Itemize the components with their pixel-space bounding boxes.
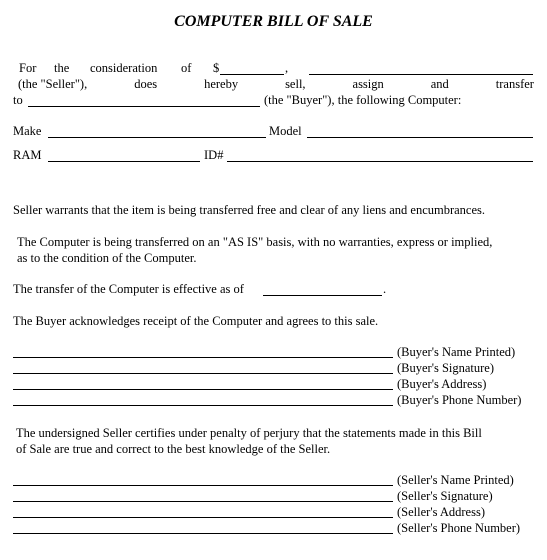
seller-signature-line[interactable]: [13, 517, 393, 518]
intro-to: to: [13, 93, 23, 107]
buyer-line-label: (Buyer's Signature): [397, 361, 495, 375]
seller-line-label: (Seller's Signature): [397, 489, 493, 503]
buyer-line-label: (Buyer's Address): [397, 377, 487, 391]
buyer-name-blank[interactable]: [28, 106, 260, 107]
document-title: COMPUTER BILL OF SALE: [174, 13, 373, 30]
seller-name-blank[interactable]: [309, 74, 533, 75]
effective-prefix: The transfer of the Computer is effective as of: [13, 282, 244, 296]
intro-comma: ,: [285, 61, 289, 75]
certify-text-2: of Sale are true and correct to the best knowledge of the Seller.: [16, 442, 331, 456]
id-label: ID#: [204, 148, 224, 162]
intro-for: For: [19, 61, 37, 75]
as-is-text-2: as to the condition of the Computer.: [17, 251, 197, 265]
amount-blank[interactable]: [220, 74, 284, 75]
intro-seller-word: assign: [352, 77, 384, 91]
model-field[interactable]: [307, 137, 533, 138]
intro-of: of: [181, 61, 192, 75]
effective-suffix: .: [383, 282, 387, 296]
acknowledge-text: The Buyer acknowledges receipt of the Computer and agrees to this sale.: [13, 314, 379, 328]
intro-seller-word: sell,: [285, 77, 306, 91]
seller-line-label: (Seller's Address): [397, 505, 486, 519]
certify-text-1: The undersigned Seller certifies under penalty of perjury that the statements made in this Bill: [16, 426, 482, 440]
as-is-text-1: The Computer is being transferred on an "AS IS" basis, with no warranties, express or implied,: [17, 235, 493, 249]
seller-line-label: (Seller's Phone Number): [397, 521, 521, 535]
warranty-text: Seller warrants that the item is being transferred free and clear of any liens and encumbrances.: [13, 203, 486, 217]
intro-seller-word: and: [430, 77, 449, 91]
intro-dollar: $: [213, 61, 220, 75]
intro-seller-word: hereby: [204, 77, 239, 91]
intro-seller-word: transfer: [495, 77, 534, 91]
model-label: Model: [269, 124, 302, 138]
id-field[interactable]: [227, 161, 533, 162]
buyer-line-label: (Buyer's Name Printed): [397, 345, 516, 359]
seller-signature-line[interactable]: [13, 485, 393, 486]
intro-the: the: [54, 61, 70, 75]
make-field[interactable]: [48, 137, 266, 138]
intro-seller-word: (the "Seller"),: [18, 77, 88, 91]
buyer-signature-line[interactable]: [13, 389, 393, 390]
intro-seller-word: does: [134, 77, 158, 91]
intro-consideration: consideration: [90, 61, 158, 75]
buyer-signature-line[interactable]: [13, 405, 393, 406]
seller-line-label: (Seller's Name Printed): [397, 473, 514, 487]
buyer-line-label: (Buyer's Phone Number): [397, 393, 522, 407]
ram-field[interactable]: [48, 161, 200, 162]
effective-date-blank[interactable]: [263, 295, 382, 296]
buyer-signature-line[interactable]: [13, 357, 393, 358]
make-label: Make: [13, 124, 42, 138]
intro-seller-row: [18, 77, 534, 92]
buyer-signature-line[interactable]: [13, 373, 393, 374]
seller-signature-line[interactable]: [13, 533, 393, 534]
intro-buyer-tail: (the "Buyer"), the following Computer:: [264, 93, 462, 107]
seller-signature-line[interactable]: [13, 501, 393, 502]
ram-label: RAM: [13, 148, 42, 162]
